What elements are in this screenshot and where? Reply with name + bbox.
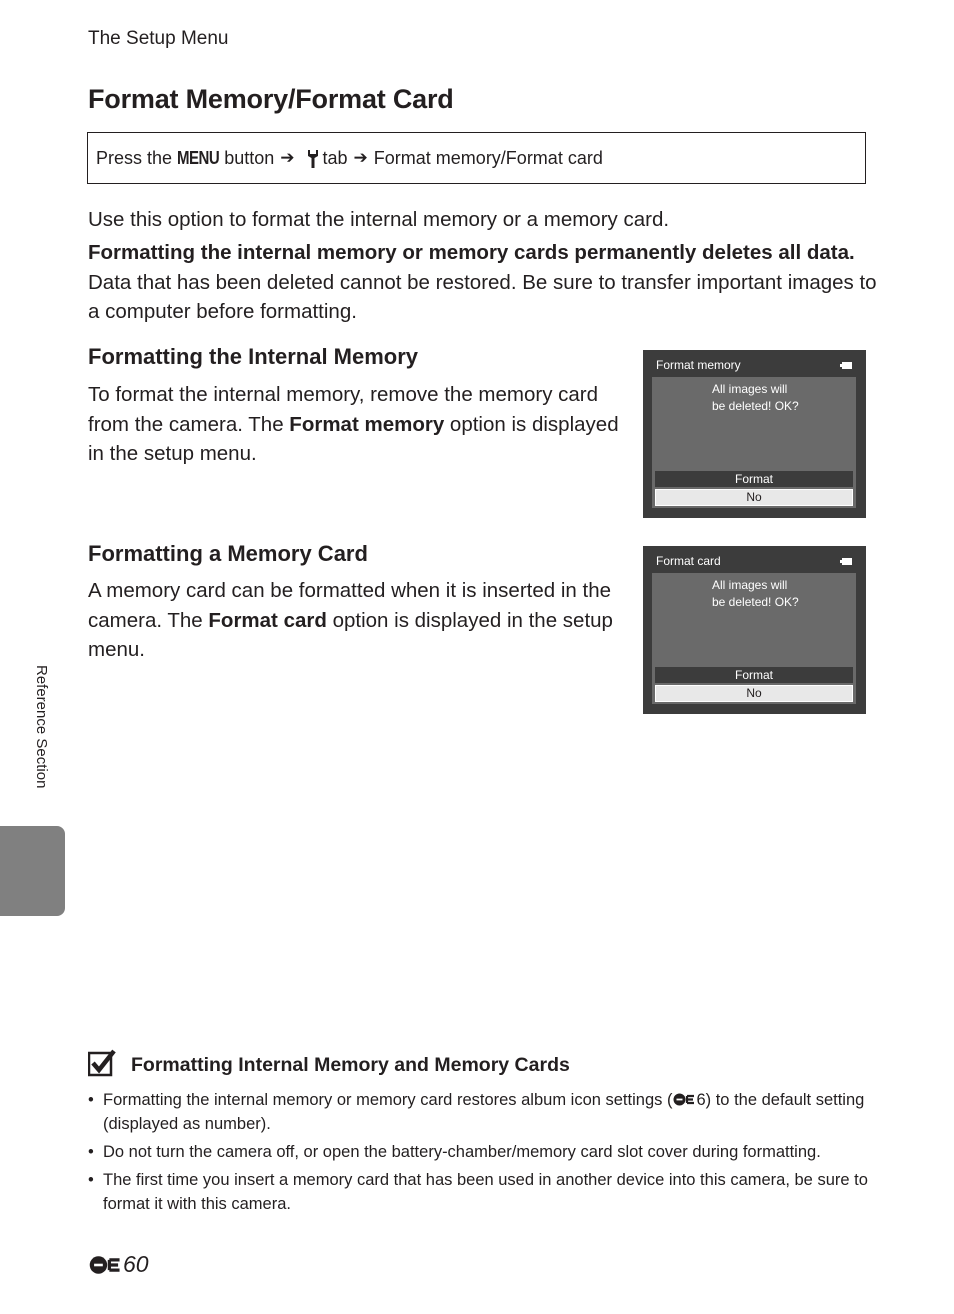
- screen-option-format: Format: [655, 667, 853, 683]
- arrow-right-icon: ➔: [280, 148, 295, 167]
- camera-screen-format-card: [643, 546, 866, 714]
- side-tab-label: Reference Section: [33, 665, 50, 789]
- internal-memory-paragraph: [88, 380, 628, 469]
- page-number-value: 60: [123, 1251, 149, 1277]
- camera-screen-format-memory: [643, 350, 866, 518]
- list-item: • Do not turn the camera off, or open the battery-chamber/memory card slot cover during formatting.: [88, 1140, 868, 1164]
- note-heading: Formatting Internal Memory and Memory Cards: [131, 1054, 570, 1076]
- menu-button-glyph: MENU: [177, 147, 220, 169]
- memory-card-paragraph: [88, 576, 628, 665]
- page-title: Format Memory/Format Card: [88, 84, 454, 114]
- screen-dialog-panel: [652, 573, 856, 704]
- card-bold-option: Format card: [208, 608, 327, 632]
- arrow-right-icon: ➔: [353, 148, 368, 167]
- note-item-text: Formatting the internal memory or memory card restores album icon settings (: [103, 1091, 673, 1109]
- section-heading-internal-memory: Formatting the Internal Memory: [88, 344, 419, 369]
- screen-message: [712, 577, 832, 611]
- navigation-path-box: [87, 132, 866, 184]
- nav-target-text: Format memory/Format card: [373, 147, 603, 168]
- intro-paragraph: Use this option to format the internal memory or a memory card.: [88, 208, 670, 231]
- list-item: • The first time you insert a memory card that has been used in another device into this camera, be sure to format it with this camera.: [88, 1168, 868, 1216]
- note-item-ref: 6: [696, 1091, 706, 1109]
- list-item: [88, 1088, 868, 1136]
- card-text-before: A memory card can be formatted when it is inserted in the camera. The: [88, 579, 612, 632]
- screen-message: [712, 381, 832, 415]
- note-list: [88, 1088, 868, 1220]
- note-item-text: ) to the default setting (displayed as number).: [103, 1091, 865, 1133]
- nav-press-text: Press the: [96, 147, 173, 168]
- screen-message-line: All images will: [712, 578, 788, 592]
- screen-title: Format card: [656, 554, 721, 568]
- nav-tab-text: tab: [322, 147, 348, 168]
- nav-button-text: button: [224, 147, 275, 168]
- screen-title: Format memory: [656, 358, 741, 372]
- internal-text-before: To format the internal memory, remove the memory card from the camera. The: [88, 383, 599, 436]
- screen-option-format: Format: [655, 471, 853, 487]
- card-text-after: option is displayed in the setup menu.: [88, 608, 613, 661]
- battery-icon: [842, 362, 852, 369]
- warning-paragraph: [88, 238, 878, 327]
- page-number: [88, 1251, 149, 1278]
- reference-section-icon: [89, 1255, 121, 1275]
- running-header: The Setup Menu: [88, 28, 229, 49]
- screen-option-no: No: [655, 489, 853, 506]
- note-check-icon: [88, 1049, 116, 1077]
- screen-message-line: be deleted! OK?: [712, 399, 799, 413]
- section-heading-memory-card: Formatting a Memory Card: [88, 541, 368, 566]
- warning-rest-text: Data that has been deleted cannot be restored. Be sure to transfer important images to a computer before formatting.: [88, 270, 877, 323]
- screen-dialog-panel: [652, 377, 856, 508]
- screen-message-line: All images will: [712, 382, 788, 396]
- side-tab-marker: [0, 826, 65, 916]
- internal-text-after: option is displayed in the setup menu.: [88, 412, 619, 465]
- battery-icon: [842, 558, 852, 565]
- screen-option-no: No: [655, 685, 853, 702]
- reference-section-icon: [673, 1093, 695, 1106]
- screen-message-line: be deleted! OK?: [712, 595, 799, 609]
- warning-bold-text: Formatting the internal memory or memory cards permanently deletes all data.: [88, 241, 855, 264]
- internal-bold-option: Format memory: [289, 412, 445, 436]
- wrench-icon: [307, 149, 319, 168]
